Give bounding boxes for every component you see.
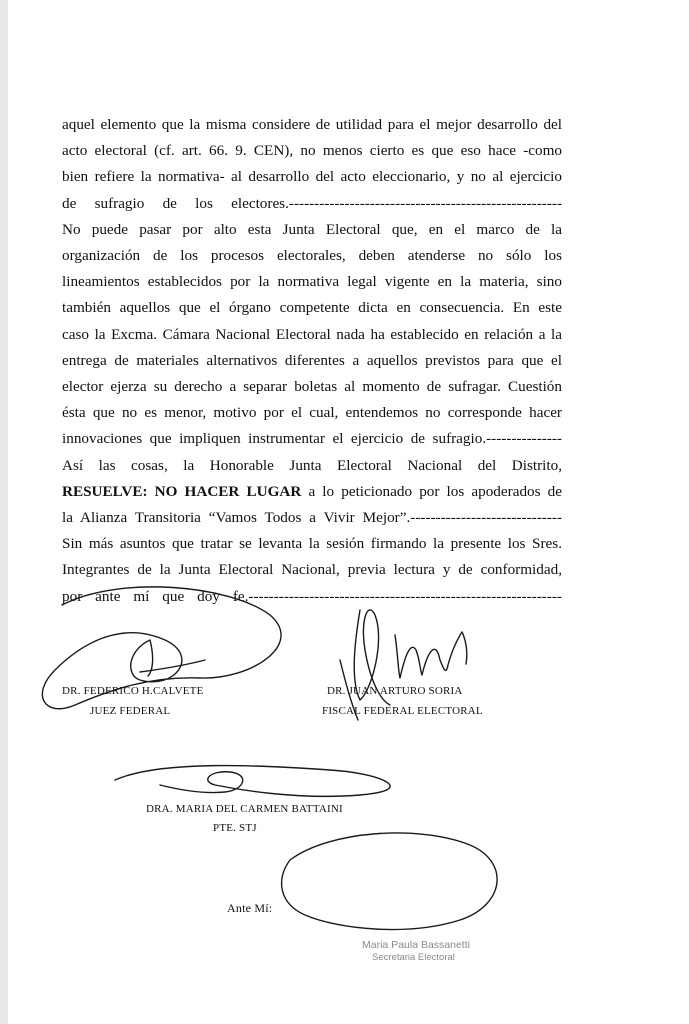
body-line-2: acto electoral (cf. art. 66. 9. CEN), no menos cierto es que eso hace -como [62, 142, 562, 160]
resolution-rest: a lo peticionado por los apoderados de [301, 482, 562, 500]
body-line-14: Así las cosas, la Honorable Junta Electoral Nacional del Distrito, [62, 456, 562, 474]
body-line-3: bien refiere la normativa- al desarrollo del acto eleccionario, y no al ejercicio [62, 168, 562, 186]
battaini-name: DRA. MARIA DEL CARMEN BATTAINI [146, 803, 343, 815]
calvete-title: JUEZ FEDERAL [90, 705, 171, 717]
body-line-11: elector ejerza su derecho a separar boletas al momento de sufragar. Cuestión [62, 378, 562, 396]
soria-title: FISCAL FEDERAL ELECTORAL [322, 705, 483, 717]
soria-signature [340, 610, 467, 720]
stamp-title: Secretaria Electoral [372, 952, 455, 963]
body-line-1: aquel elemento que la misma considere de utilidad para el mejor desarrollo del [62, 116, 562, 133]
ante-mi-label: Ante Mí: [227, 901, 273, 915]
body-line-12: ésta que no es menor, motivo por el cual, entendemos no corresponde hacer [62, 404, 562, 422]
battaini-signature [115, 766, 390, 797]
body-line-9: caso la Excma. Cámara Nacional Electoral nada ha establecido en relación a la [62, 325, 562, 343]
body-line-18: Integrantes de la Junta Electoral Nacional, previa lectura y de conformidad, [62, 561, 562, 579]
body-line-7: lineamientos establecidos por la normativa legal vigente en la materia, sino [62, 273, 562, 291]
body-line-17: Sin más asuntos que tratar se levanta la sesión firmando la presente los Sres. [62, 535, 562, 553]
body-line-6: organización de los procesos electorales, deben atenderse no sólo los [62, 247, 562, 265]
resolution-bold: RESUELVE: NO HACER LUGAR [62, 482, 302, 500]
stamp-name: Maria Paula Bassanetti [362, 939, 470, 951]
body-line-5: No puede pasar por alto esta Junta Electoral que, en el marco de la [62, 220, 562, 238]
body-line-8: también aquellos que el órgano competente dicta en consecuencia. En este [62, 299, 562, 317]
battaini-title: PTE. STJ [213, 822, 257, 834]
body-line-4: de sufragio de los electores.------------------------------------------------------ [62, 194, 562, 212]
ante-mi-signature [282, 833, 498, 929]
soria-name: DR. JUAN ARTURO SORIA [327, 685, 463, 697]
body-line-16: la Alianza Transitoria “Vamos Todos a Vivir Mejor”.------------------------------ [62, 509, 562, 527]
calvete-name: DR. FEDERICO H.CALVETE [62, 685, 204, 697]
body-line-19: por ante mí que doy fe.-------------------------------------------------------------- [62, 587, 562, 605]
resolution-line [62, 479, 562, 505]
document-body [62, 112, 562, 610]
body-line-10: entrega de materiales alternativos diferentes a aquellos previstos para que el [62, 351, 562, 369]
body-line-13: innovaciones que impliquen instrumentar el ejercicio de sufragio.--------------- [62, 430, 562, 448]
